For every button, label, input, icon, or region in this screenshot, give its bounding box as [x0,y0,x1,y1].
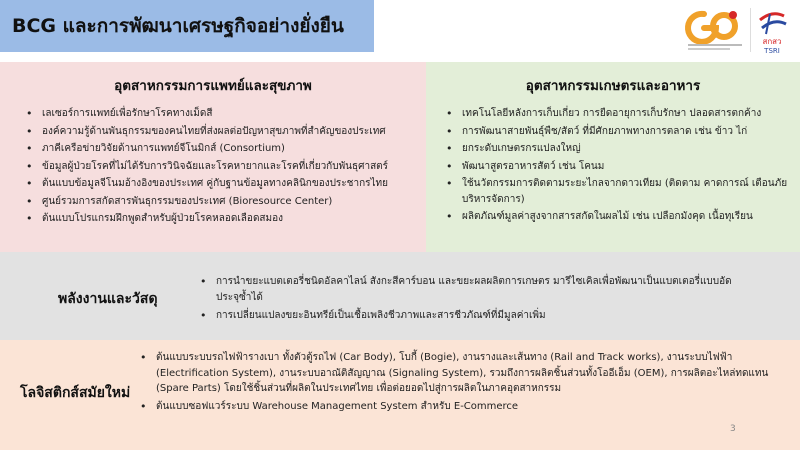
list-item: • พัฒนาสูตรอาหารสัตว์ เช่น โคนม [446,159,796,175]
list-item: • เลเซอร์การแพทย์เพื่อรักษาโรคทางเม็ดสี [26,106,422,122]
agriculture-food-panel [426,62,800,252]
agriculture-list [446,106,796,227]
list-item: • องค์ความรู้ด้านพันธุกรรมของคนไทยที่ส่งผลต่อปัญหาสุขภาพที่สำคัญของประเทศ [26,124,422,140]
list-item: • ข้อมูลผู้ป่วยโรคที่ไม่ได้รับการวินิจฉัยและโรคหายากและโรคที่เกี่ยวกับพันธุศาสตร์ [26,159,422,175]
list-item: • ต้นแบบโปรแกรมฝึกพูดสำหรับผู้ป่วยโรคหลอดเลือดสมอง [26,211,422,227]
tsri-latin-logo-text: TSRI [764,47,780,55]
energy-materials-panel [0,252,800,340]
logistics-list [140,350,790,416]
medical-list [26,106,422,229]
list-item: • ยกระดับเกษตรกรแปลงใหญ่ [446,141,796,157]
medical-heading: อุตสาหกรรมการแพทย์และสุขภาพ [114,78,312,94]
energy-heading: พลังงานและวัสดุ [58,291,158,307]
tsri-thai-logo-text: สกสว [762,37,782,46]
list-item: • ศูนย์รวมการสกัดสารพันธุกรรมของประเทศ (Bioresource Center) [26,194,422,210]
list-item: • เทคโนโลยีหลังการเก็บเกี่ยว การยืดอายุการเก็บรักษา ปลอดสารตกค้าง [446,106,796,122]
page-title: BCG และการพัฒนาเศรษฐกิจอย่างยั่งยืน [12,15,344,37]
tsri-go-logo-icon [676,6,794,56]
logistics-heading: โลจิสติกส์สมัยใหม่ [20,385,131,401]
list-item: • ต้นแบบข้อมูลจีโนมอ้างอิงของประเทศ คู่กับฐานข้อมูลทางคลินิกของประชากรไทย [26,176,422,192]
list-item: • ภาคีเครือข่ายวิจัยด้านการแพทย์จีโนมิกส์ (Consortium) [26,141,422,157]
list-item: • ต้นแบบระบบรถไฟฟ้ารางเบา ทั้งตัวตู้รถไฟ (Car Body), โบกี้ (Bogie), งานรางและเส้นทาง (Rail and Track works), งานระบบไฟฟ้า (Electrification System), งานระบบอาณัติสัญญาณ (Signaling System), รวมถึงการผลิตชิ้นส่วนทั้งโออีเอ็ม (OEM), การผลิตอะไหล่ทดแทน (Spare Parts) โดยใช้ชิ้นส่วนที่ผลิตในประเทศไทย เพื่อต่อยอดไปสู่การผลิตในภาคอุตสาหกรรม [140,350,790,397]
medical-health-panel [0,62,426,252]
list-item: • การนำขยะแบตเตอรี่ชนิดอัลคาไลน์ สังกะสีคาร์บอน และขยะผลผลิตการเกษตร มารีไซเคิลเพื่อพัฒนาเป็นแบตเตอรี่แบบอัดประจุซ้ำได้ [200,274,740,305]
title-bar [0,0,374,52]
list-item: • ต้นแบบซอฟแวร์ระบบ Warehouse Management System สำหรับ E-Commerce [140,399,790,415]
agriculture-heading: อุตสาหกรรมเกษตรและอาหาร [525,78,701,94]
logo-group [676,6,794,56]
list-item: • การพัฒนาสายพันธุ์พืช/สัตว์ ที่มีศักยภาพทางการตลาด เช่น ข้าว ไก่ [446,124,796,140]
list-item: • การเปลี่ยนแปลงขยะอินทรีย์เป็นเชื้อเพลิงชีวภาพและสารชีวภัณฑ์ที่มีมูลค่าเพิ่ม [200,308,740,324]
logistics-panel [0,340,800,450]
list-item: • ผลิตภัณฑ์มูลค่าสูงจากสารสกัดในผลไม้ เช่น เปลือกมังคุด เนื้อทุเรียน [446,209,796,225]
list-item: • ใช้นวัตกรรมการติดตามระยะไกลจากดาวเทียม (ติดตาม คาดการณ์ เตือนภัย บริหารจัดการ) [446,176,796,207]
energy-list [200,274,740,327]
page-number: 3 [730,424,736,434]
